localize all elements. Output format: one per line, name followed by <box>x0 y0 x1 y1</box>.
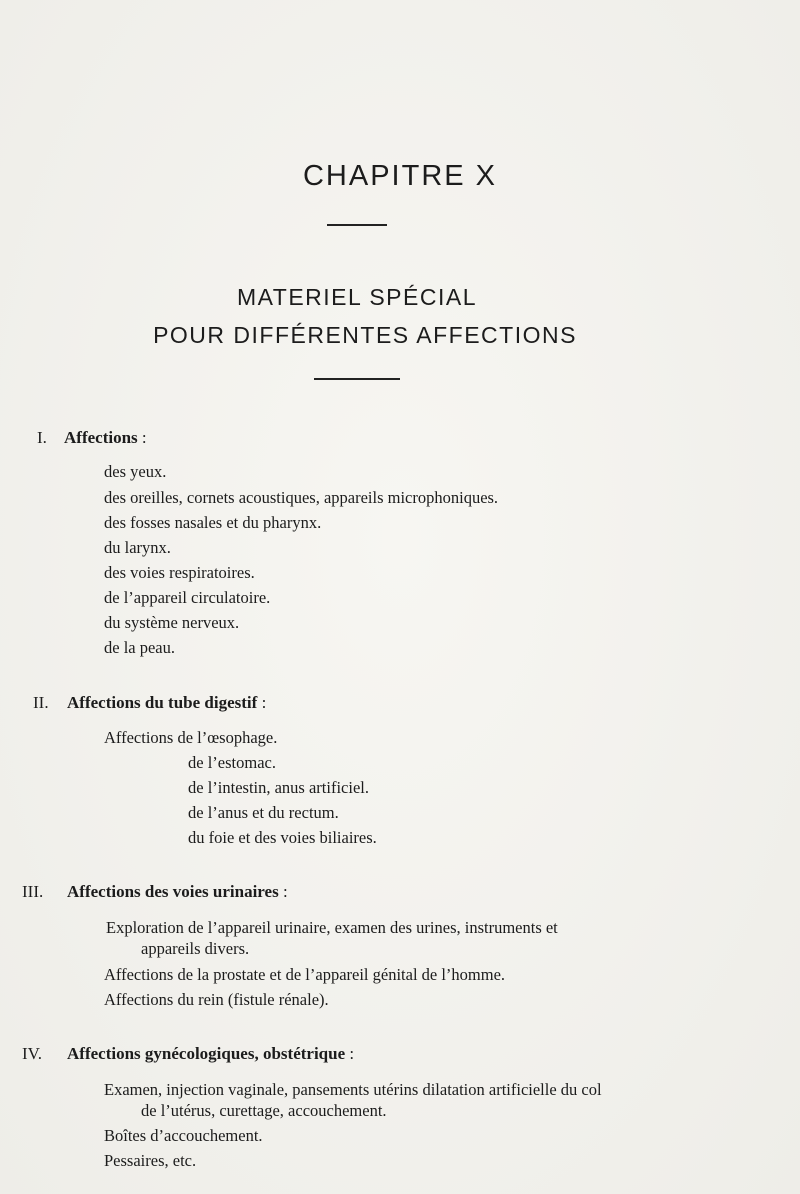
list-item: Examen, injection vaginale, pansements utérins dilatation artificielle du col <box>104 1080 602 1099</box>
section-colon: : <box>137 428 147 447</box>
section-title: Affections du tube digestif <box>67 693 258 712</box>
list-item: Affections de l’œsophage. <box>104 728 278 747</box>
section-3-heading <box>22 882 288 902</box>
list-item: de l’anus et du rectum. <box>188 803 339 822</box>
list-item: de l’appareil circulatoire. <box>104 588 271 607</box>
list-item: de la peau. <box>104 638 176 657</box>
list-item: des oreilles, cornets acoustiques, appareils microphoniques. <box>104 488 499 507</box>
section-number: I. <box>37 428 47 447</box>
list-item: des yeux. <box>104 462 167 481</box>
list-item: de l’intestin, anus artificiel. <box>188 778 369 797</box>
list-item: de l’utérus, curettage, accouchement. <box>141 1101 387 1120</box>
list-item: Boîtes d’accouchement. <box>104 1126 263 1145</box>
list-item: des fosses nasales et du pharynx. <box>104 513 322 532</box>
chapter-rule <box>327 224 387 226</box>
list-item: Pessaires, etc. <box>104 1151 197 1170</box>
section-colon: : <box>345 1044 355 1063</box>
section-1-heading <box>37 428 147 448</box>
title-line-2: POUR DIFFÉRENTES AFFECTIONS <box>153 322 577 348</box>
list-item: du foie et des voies biliaires. <box>188 828 377 847</box>
section-number: IV. <box>22 1044 42 1063</box>
list-item: du larynx. <box>104 538 171 557</box>
list-item: Exploration de l’appareil urinaire, examen des urines, instruments et <box>106 918 558 937</box>
section-title: Affections gynécologiques, obstétrique <box>67 1044 346 1063</box>
chapter-title: CHAPITRE X <box>302 160 498 192</box>
section-2-heading <box>33 693 266 713</box>
list-item: de l’estomac. <box>188 753 276 772</box>
section-number: III. <box>22 882 44 901</box>
list-item: Affections du rein (fistule rénale). <box>104 990 329 1009</box>
title-rule <box>314 378 400 380</box>
section-colon: : <box>257 693 267 712</box>
list-item: des voies respiratoires. <box>104 563 255 582</box>
list-item: Affections de la prostate et de l’appareil génital de l’homme. <box>104 965 506 984</box>
section-title: Affections des voies urinaires <box>67 882 279 901</box>
section-4-heading <box>22 1044 354 1064</box>
section-number: II. <box>33 693 49 712</box>
section-colon: : <box>278 882 288 901</box>
title-line-1: MATERIEL SPÉCIAL <box>236 284 477 310</box>
list-item: appareils divers. <box>141 939 250 958</box>
section-title: Affections <box>64 428 138 447</box>
list-item: du système nerveux. <box>104 613 240 632</box>
